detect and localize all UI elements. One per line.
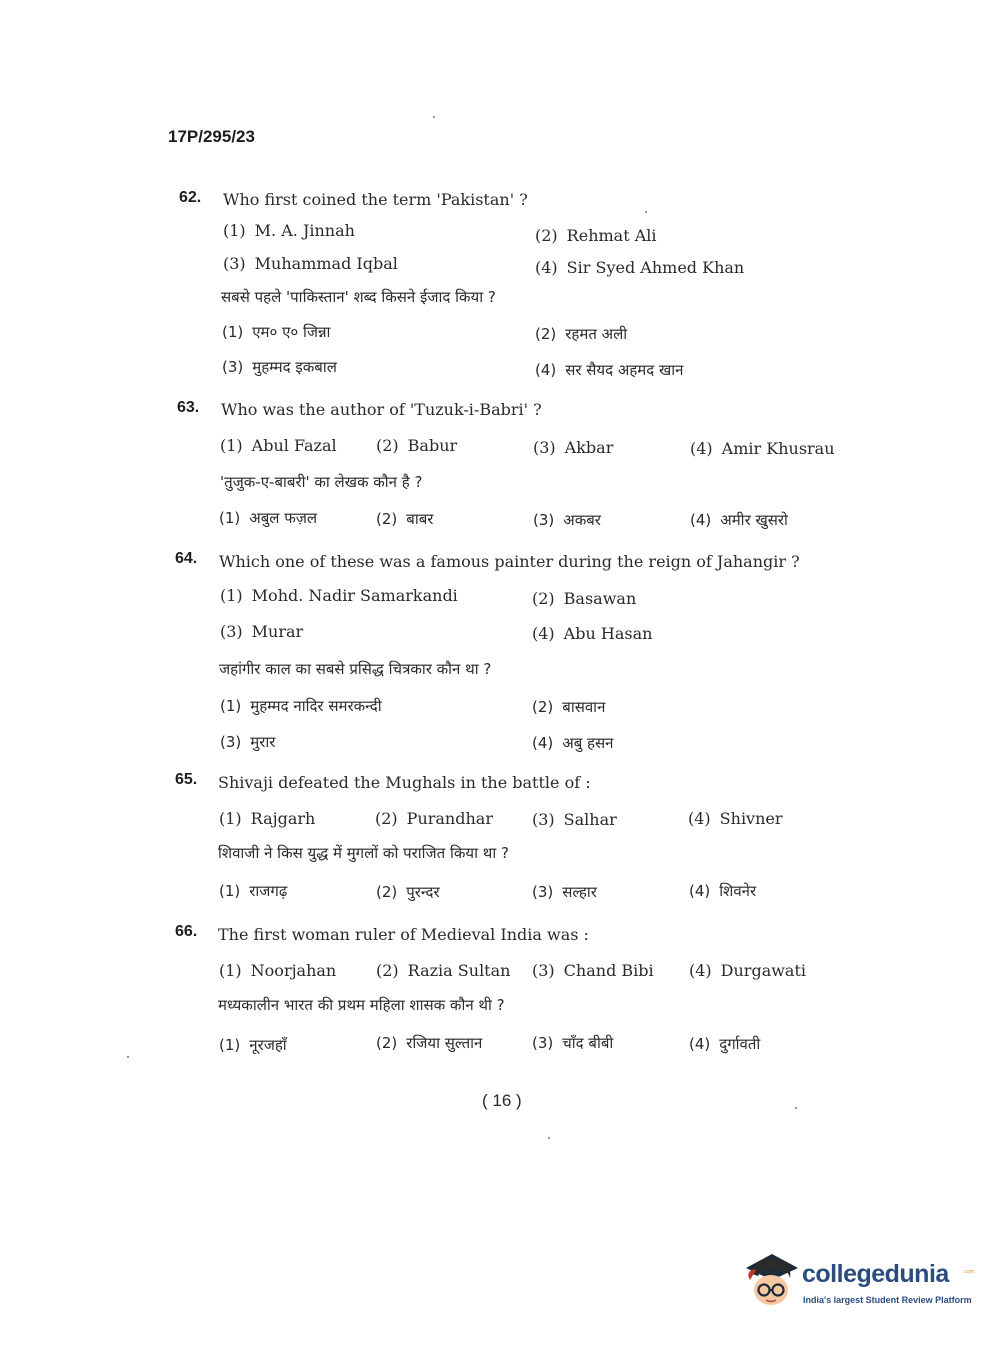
option: (2) पुरन्दर [376,883,440,901]
option: (4) अमीर खुसरो [690,511,788,529]
question-number: 64. [175,550,198,567]
option: (3) चाँद बीबी [532,1034,614,1052]
question-number: 65. [175,771,198,788]
option: (3) Murar [220,622,304,641]
question-number: 63. [177,399,200,416]
question-text-hi: मध्यकालीन भारत की प्रथम महिला शासक कौन थी ? [218,996,505,1014]
option: (4) Abu Hasan [532,624,653,643]
option: (1) एम० ए० जिन्ना [222,323,331,341]
question-number: 62. [179,189,202,206]
scan-speck [795,1107,797,1109]
scan-speck [433,116,435,118]
option: (3) Salhar [532,810,617,829]
option: (4) शिवनेर [689,882,757,900]
question-text-en: The first woman ruler of Medieval India was : [218,925,589,944]
option: (1) M. A. Jinnah [223,221,355,240]
logo-suffix: .com [963,1269,974,1275]
option: (2) Basawan [532,589,637,608]
option: (2) Razia Sultan [376,961,511,980]
option: (1) Mohd. Nadir Samarkandi [220,586,458,605]
option: (3) मुहम्मद इकबाल [222,358,337,376]
option: (4) Sir Syed Ahmed Khan [535,258,745,277]
option: (3) Muhammad Iqbal [223,254,398,273]
option: (2) Babur [376,436,458,455]
option: (2) बासवान [532,698,606,716]
question-text-en: Which one of these was a famous painter during the reign of Jahangir ? [219,552,800,571]
option: (4) Shivner [688,809,783,828]
mascot-icon [742,1250,800,1312]
option: (3) सल्हार [532,883,597,901]
question-text-hi: जहांगीर काल का सबसे प्रसिद्ध चित्रकार कौन था ? [219,660,492,678]
option: (2) बाबर [376,510,434,528]
option: (1) मुहम्मद नादिर समरकन्दी [220,697,382,715]
question-text-en: Who first coined the term 'Pakistan' ? [223,190,528,209]
scan-speck [548,1137,550,1139]
option: (4) अबु हसन [532,734,614,752]
scan-speck [645,211,647,213]
question-text-hi: सबसे पहले 'पाकिस्तान' शब्द किसने ईजाद किया ? [221,288,496,306]
collegedunia-logo [742,1250,972,1312]
logo-tagline: India's largest Student Review Platform [803,1295,972,1305]
option: (2) Purandhar [375,809,493,828]
option: (3) Chand Bibi [532,961,654,980]
option: (3) अकबर [533,511,601,529]
option: (3) मुरार [220,733,276,751]
question-text-en: Shivaji defeated the Mughals in the battle of : [218,773,591,792]
option: (1) अबुल फज़ल [219,509,318,527]
question-text-en: Who was the author of 'Tuzuk-i-Babri' ? [221,400,542,419]
question-text-hi: 'तुजुक-ए-बाबरी' का लेखक कौन है ? [220,473,423,491]
option: (1) Noorjahan [219,961,337,980]
option: (4) Amir Khusrau [690,439,835,458]
scan-speck [127,1056,129,1058]
option: (4) Durgawati [689,961,807,980]
option: (1) नूरजहाँ [219,1036,287,1054]
option: (4) सर सैयद अहमद खान [535,361,684,379]
question-number: 66. [175,923,198,940]
question-text-hi: शिवाजी ने किस युद्ध में मुगलों को पराजित किया था ? [218,844,509,862]
logo-brand: collegedunia [802,1260,949,1288]
option: (1) Rajgarh [219,809,316,828]
option: (1) Abul Fazal [220,436,337,455]
option: (3) Akbar [533,438,614,457]
option: (4) दुर्गावती [689,1035,761,1053]
option: (2) Rehmat Ali [535,226,657,245]
paper-code: 17P/295/23 [168,127,255,146]
option: (2) रजिया सुल्तान [376,1034,483,1052]
option: (2) रहमत अली [535,325,628,343]
page-number: ( 16 ) [482,1091,522,1110]
option: (1) राजगढ़ [219,882,288,900]
